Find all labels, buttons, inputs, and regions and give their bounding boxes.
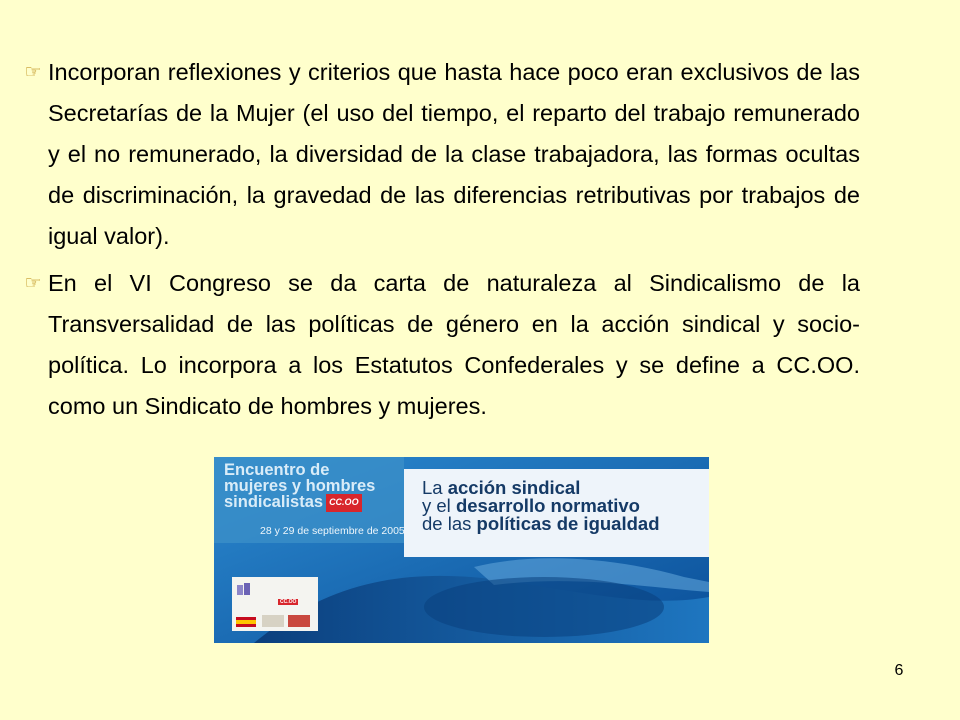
headline-text: de las [422, 513, 477, 534]
page-number: 6 [894, 662, 904, 679]
headline-text: y el [422, 495, 456, 516]
event-banner-image [214, 457, 709, 643]
banner-title-block [224, 463, 409, 512]
bullet-text: Incorporan reflexiones y criterios que hasta hace poco eran exclusivos de las Secretarías de la Mujer (el uso del tiempo, el reparto del trabajo remunerado y el no remunerado, la diversidad de la clase trabajadora, las formas ocultas de discriminación, la gravedad de las diferencias retributivas por trabajos de igual valor). [48, 59, 860, 249]
banner-date: 28 y 29 de septiembre de 2005 [260, 525, 405, 537]
banner-title-line: Encuentro de [224, 461, 330, 479]
bullet-text: En el VI Congreso se da carta de naturaleza al Sindicalismo de la Transversalidad de las políticas de género en la acción sindical y socio-política. Lo incorpora a los Estatutos Confederales y se define a CC.OO. como un Sindicato de hombres y mujeres. [48, 270, 860, 419]
ccoo-logo: CC.OO [326, 494, 362, 512]
headline-bold: acción sindical [447, 477, 581, 498]
ccoo-small-logo: CC.OO [280, 599, 297, 605]
banner-title-line: mujeres y hombres [224, 476, 376, 495]
banner-title-line-wrap [224, 494, 409, 512]
headline-text: La [422, 477, 448, 498]
pointing-hand-icon: ☞ [24, 272, 42, 294]
headline-line-3 [422, 515, 702, 533]
headline-bold: desarrollo normativo [455, 495, 640, 516]
secretaria-logo-icon [236, 583, 252, 597]
bullet-item [14, 263, 860, 427]
banner-headline [422, 479, 702, 533]
bullet-item [14, 52, 860, 257]
pointing-hand-icon: ☞ [24, 61, 42, 83]
sponsor-logos [232, 577, 318, 631]
spain-flag-stripe [236, 624, 256, 627]
headline-bold: políticas de igualdad [476, 513, 660, 534]
ministry-logo-icon [262, 615, 312, 629]
banner-title-line: sindicalistas [224, 493, 324, 511]
bullet-list [14, 52, 860, 433]
